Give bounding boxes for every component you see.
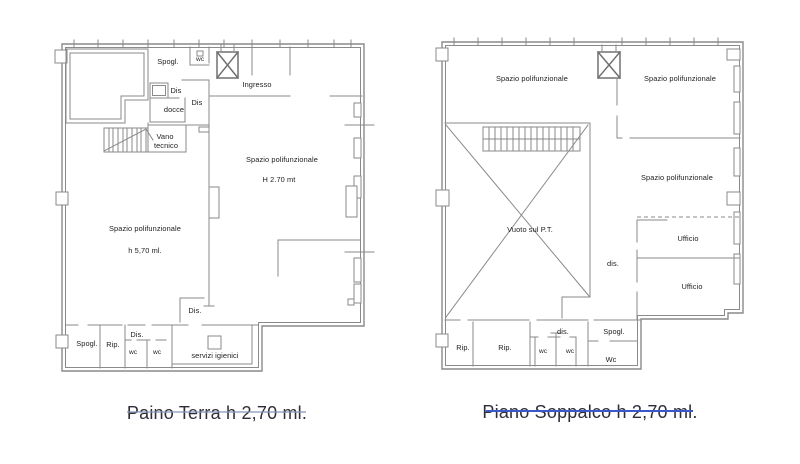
room-label-hall-left-height: h 5,70 ml. <box>128 246 162 255</box>
room-label-spazio-mid-right: Spazio polifunzionale <box>641 173 713 182</box>
room-label-wc-3: Wc <box>605 355 617 364</box>
ground-floor-caption: Paino Terra h 2,70 ml. <box>126 403 308 423</box>
room-label-dis-bottom: dis. <box>557 327 569 336</box>
room-label-wc-1: wc <box>538 348 548 355</box>
room-label-hall-left: Spazio polifunzionale <box>109 224 181 233</box>
room-label-dis-mid: Dis. <box>188 306 202 315</box>
room-label-vano-tecnico-2: tecnico <box>153 141 179 150</box>
room-label-ufficio-2: Ufficio <box>681 282 703 291</box>
room-label-vano-tecnico-1: Vano <box>156 132 174 141</box>
room-label-dis-2: Dis <box>191 98 203 107</box>
room-label-spogl-bottom: Spogl. <box>76 339 98 348</box>
room-label-docce: docce <box>163 105 185 114</box>
room-label-rip-bottom: Rip. <box>106 340 120 349</box>
spine-wall-column <box>209 187 219 218</box>
room-label-dis-1: Dis <box>170 86 182 95</box>
room-label-vuoto: Vuoto sul P.T. <box>507 225 553 234</box>
sanitary-fixture <box>208 336 221 349</box>
staircase <box>483 127 580 151</box>
room-label-hall-right: Spazio polifunzionale <box>246 155 318 164</box>
left-wall-pilaster <box>436 190 449 206</box>
room-label-spazio-top-right: Spazio polifunzionale <box>644 74 716 83</box>
room-label-rip-1: Rip. <box>456 343 470 352</box>
room-label-servizi-igienici: servizi igienici <box>191 351 239 360</box>
shower-fixture-inner <box>153 86 166 96</box>
room-label-spogl-top: Spogl. <box>157 57 179 66</box>
left-wall-pilaster <box>436 334 448 347</box>
room-label-spogl: Spogl. <box>603 327 625 336</box>
room-label-hall-right-height: H 2.70 mt <box>262 175 296 184</box>
room-label-ufficio-1: Ufficio <box>677 234 699 243</box>
spine-wall-tick <box>199 127 209 132</box>
room-label-ingresso: Ingresso <box>242 80 272 89</box>
mezzanine-caption: Piano Soppalco h 2,70 ml. <box>482 402 698 422</box>
room-label-wc-bottom-2: wc <box>152 349 162 356</box>
room-label-wc-top: wc <box>195 56 205 63</box>
room-label-dis-mid: dis. <box>607 259 619 268</box>
room-label-dis-bottom: Dis. <box>130 330 144 339</box>
left-wall-pilaster <box>56 192 68 205</box>
room-label-rip-2: Rip. <box>498 343 512 352</box>
room-label-spazio-top-left: Spazio polifunzionale <box>496 74 568 83</box>
left-wall-pilaster <box>436 48 448 61</box>
room-label-wc-2: wc <box>565 348 575 355</box>
room-label-wc-bottom-1: wc <box>128 349 138 356</box>
left-wall-pilaster <box>55 50 67 63</box>
left-wall-pilaster <box>56 335 68 348</box>
